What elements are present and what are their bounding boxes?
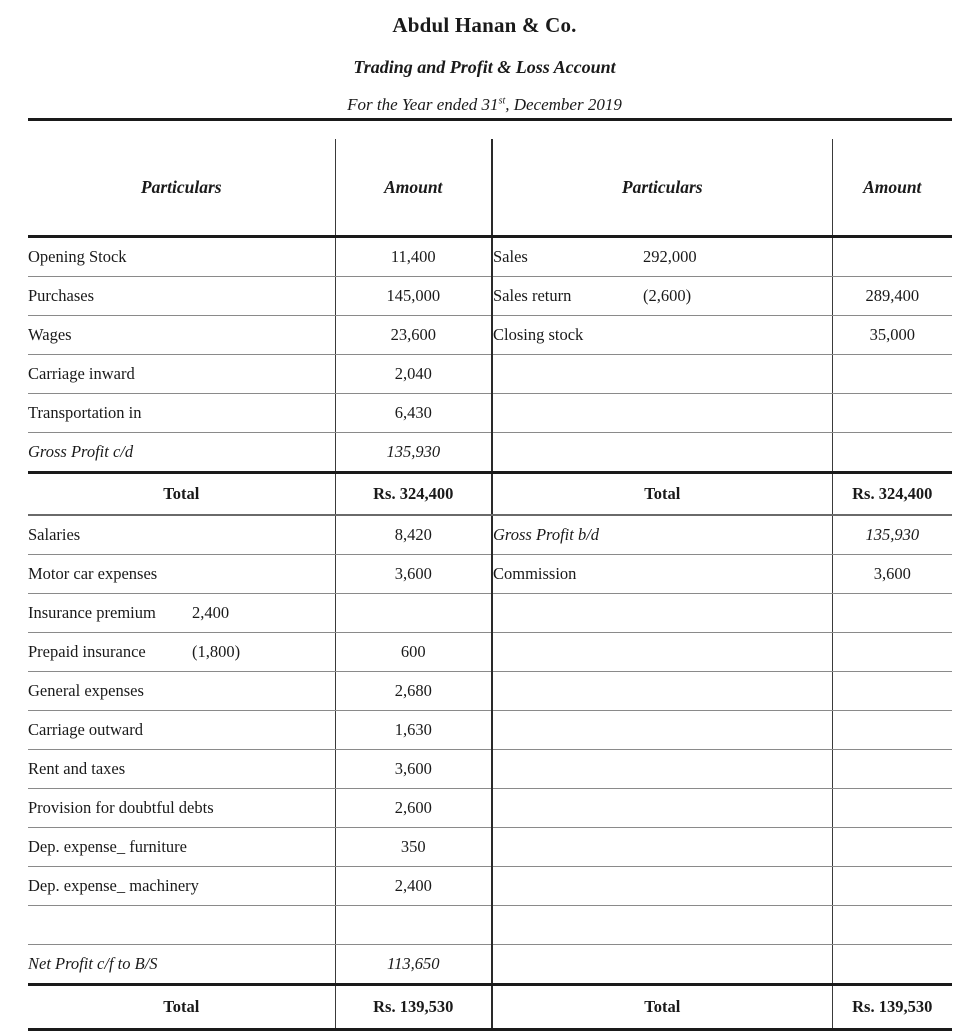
pl-row-5-amount-left (335, 711, 492, 750)
trading-row-1-amount-left (335, 277, 492, 316)
trading-row-3-amount-right (832, 355, 952, 394)
table-row (28, 828, 952, 867)
trading-row-2-particulars-left-label: Wages (28, 325, 72, 345)
table-row (28, 945, 952, 985)
pl-row-8-amount-right (832, 828, 952, 867)
trading-row-4-particulars-left (28, 394, 335, 433)
pl-row-6-amount-left-value: 3,600 (394, 759, 432, 779)
table-row (28, 316, 952, 355)
pl-row-11-particulars-left-label: Net Profit c/f to B/S (28, 954, 158, 974)
table-row (28, 515, 952, 555)
trading-row-1-particulars-left (28, 277, 335, 316)
trading-row-1-particulars-right (492, 277, 832, 316)
pl-row-1-particulars-right (492, 555, 832, 594)
table-row (28, 633, 952, 672)
trading-row-1-amount-right-value: 289,400 (865, 286, 920, 306)
pl-row-4-amount-right (832, 672, 952, 711)
pl-row-7-particulars-left-label: Provision for doubtful debts (28, 798, 214, 818)
trading-row-2-particulars-right (492, 316, 832, 355)
table-row (28, 867, 952, 906)
pl-row-0-amount-right (832, 515, 952, 555)
pl-row-1-amount-right (832, 555, 952, 594)
profit-loss-total-row-label-right: Total (492, 985, 832, 1030)
trading-row-0-amount-right (832, 237, 952, 277)
pl-row-3-particulars-left (28, 633, 335, 672)
trading-row-2-amount-right-value: 35,000 (869, 325, 915, 345)
pl-row-1-particulars-left (28, 555, 335, 594)
period-prefix: For the Year ended 31 (347, 95, 499, 115)
pl-row-8-particulars-right (492, 828, 832, 867)
table-row (28, 277, 952, 316)
pl-row-4-particulars-right (492, 672, 832, 711)
trading-total-row (28, 473, 952, 516)
pl-row-9-amount-right (832, 867, 952, 906)
pl-row-0-particulars-left-label: Salaries (28, 525, 81, 545)
trading-row-5-amount-right (832, 433, 952, 473)
trading-row-4-amount-right (832, 394, 952, 433)
column-header-amount-right: Amount (832, 139, 952, 237)
pl-row-4-particulars-left-label: General expenses (28, 681, 144, 701)
pl-row-9-amount-left-value: 2,400 (394, 876, 432, 896)
pl-row-11-particulars-right (492, 945, 832, 985)
pl-row-2-particulars-left (28, 594, 335, 633)
pl-row-0-particulars-left (28, 515, 335, 555)
pl-row-10-amount-right (832, 906, 952, 945)
table-row (28, 237, 952, 277)
table-row (28, 394, 952, 433)
trading-row-4-amount-left (335, 394, 492, 433)
table-row (28, 711, 952, 750)
pl-row-0-particulars-right (492, 515, 832, 555)
pl-row-7-amount-left-value: 2,600 (394, 798, 432, 818)
pl-row-3-amount-left (335, 633, 492, 672)
trading-total-row-amount-right: Rs. 324,400 (832, 473, 952, 516)
trading-row-1-amount-right (832, 277, 952, 316)
pl-row-2-particulars-right (492, 594, 832, 633)
pl-row-10-particulars-left (28, 906, 335, 945)
pl-row-0-amount-left-value: 8,420 (394, 525, 432, 545)
pl-row-11-amount-left (335, 945, 492, 985)
statement-period (0, 91, 969, 118)
trading-row-1-particulars-right-inline-amount: (2,600) (643, 286, 692, 306)
pl-row-8-particulars-left-label: Dep. expense_ furniture (28, 837, 187, 857)
pl-row-0-amount-right-value: 135,930 (865, 525, 920, 545)
table-row (28, 355, 952, 394)
trading-row-5-amount-left-value: 135,930 (386, 442, 441, 462)
pl-row-11-particulars-left (28, 945, 335, 985)
trading-row-0-particulars-left-label: Opening Stock (28, 247, 127, 267)
pl-row-1-particulars-left-label: Motor car expenses (28, 564, 158, 584)
trading-total-row-label-left: Total (28, 473, 335, 516)
table-row (28, 555, 952, 594)
table-top-double-rule (28, 118, 952, 121)
table-row (28, 750, 952, 789)
pl-row-4-amount-left-value: 2,680 (394, 681, 432, 701)
trading-row-0-amount-left (335, 237, 492, 277)
trading-row-2-amount-left-value: 23,600 (390, 325, 436, 345)
pl-row-8-particulars-left (28, 828, 335, 867)
pl-row-10-amount-left (335, 906, 492, 945)
company-name: Abdul Hanan & Co. (392, 13, 577, 37)
trading-row-0-particulars-right-label: Sales (493, 247, 528, 267)
trading-row-0-amount-left-value: 11,400 (390, 247, 436, 267)
pl-row-7-amount-left (335, 789, 492, 828)
account-table-wrapper (28, 139, 952, 1031)
table-body (28, 139, 952, 1030)
pl-row-2-particulars-left-inline-amount: 2,400 (192, 603, 230, 623)
trading-row-3-particulars-left-label: Carriage inward (28, 364, 135, 384)
trading-row-0-particulars-left (28, 237, 335, 277)
trading-row-5-particulars-left-label: Gross Profit c/d (28, 442, 134, 462)
table-row (28, 433, 952, 473)
pl-row-5-amount-right (832, 711, 952, 750)
pl-row-11-amount-right (832, 945, 952, 985)
pl-row-5-amount-left-value: 1,630 (394, 720, 432, 740)
trading-row-3-amount-left (335, 355, 492, 394)
pl-row-2-amount-left (335, 594, 492, 633)
pl-row-11-amount-left-value: 113,650 (387, 954, 440, 974)
pl-row-4-amount-left (335, 672, 492, 711)
pl-row-6-particulars-left (28, 750, 335, 789)
column-header-particulars-right: Particulars (492, 139, 832, 237)
profit-loss-total-row-label-left: Total (28, 985, 335, 1030)
pl-row-0-amount-left (335, 515, 492, 555)
trading-row-2-particulars-left (28, 316, 335, 355)
pl-row-2-particulars-left-label: Insurance premium (28, 603, 156, 623)
trading-row-5-amount-left (335, 433, 492, 473)
pl-row-6-amount-right (832, 750, 952, 789)
profit-loss-total-row-amount-right: Rs. 139,530 (832, 985, 952, 1030)
pl-row-3-amount-right (832, 633, 952, 672)
period-suffix: , December 2019 (505, 95, 622, 115)
pl-row-9-particulars-left-label: Dep. expense_ machinery (28, 876, 199, 896)
trading-row-2-particulars-right-label: Closing stock (493, 325, 584, 345)
trading-row-4-amount-left-value: 6,430 (394, 403, 432, 423)
pl-row-7-particulars-right (492, 789, 832, 828)
trading-row-3-particulars-right (492, 355, 832, 394)
table-row (28, 672, 952, 711)
trading-row-0-particulars-right (492, 237, 832, 277)
table-row (28, 906, 952, 945)
trading-total-row-label-right: Total (492, 473, 832, 516)
pl-row-7-particulars-left (28, 789, 335, 828)
trading-row-4-particulars-left-label: Transportation in (28, 403, 142, 423)
pl-row-6-amount-left (335, 750, 492, 789)
trading-row-4-particulars-right (492, 394, 832, 433)
profit-loss-total-row-amount-left: Rs. 139,530 (335, 985, 492, 1030)
pl-row-9-amount-left (335, 867, 492, 906)
trading-row-3-particulars-left (28, 355, 335, 394)
pl-row-8-amount-left-value: 350 (400, 837, 426, 857)
trading-and-profit-loss-table (28, 139, 952, 1031)
profit-loss-total-row (28, 985, 952, 1030)
pl-row-1-particulars-right-label: Commission (493, 564, 577, 584)
pl-row-1-amount-left-value: 3,600 (394, 564, 432, 584)
trading-row-1-particulars-right-label: Sales return (493, 286, 572, 306)
trading-row-5-particulars-right (492, 433, 832, 473)
pl-row-3-particulars-left-inline-amount: (1,800) (192, 642, 241, 662)
pl-row-5-particulars-right (492, 711, 832, 750)
pl-row-1-amount-right-value: 3,600 (873, 564, 911, 584)
pl-row-4-particulars-left (28, 672, 335, 711)
column-header-particulars-left: Particulars (28, 139, 335, 237)
pl-row-9-particulars-right (492, 867, 832, 906)
pl-row-3-particulars-right (492, 633, 832, 672)
period-ordinal-suffix: st (498, 95, 506, 107)
pl-row-5-particulars-left (28, 711, 335, 750)
trading-row-2-amount-right (832, 316, 952, 355)
trading-row-0-particulars-right-inline-amount: 292,000 (643, 247, 697, 267)
column-header-amount-left: Amount (335, 139, 492, 237)
pl-row-8-amount-left (335, 828, 492, 867)
trading-row-2-amount-left (335, 316, 492, 355)
pl-row-0-particulars-right-label: Gross Profit b/d (493, 525, 600, 545)
trading-total-row-amount-left: Rs. 324,400 (335, 473, 492, 516)
trading-row-5-particulars-left (28, 433, 335, 473)
pl-row-9-particulars-left (28, 867, 335, 906)
pl-row-5-particulars-left-label: Carriage outward (28, 720, 143, 740)
trading-row-1-particulars-left-label: Purchases (28, 286, 94, 306)
trading-row-1-amount-left-value: 145,000 (386, 286, 441, 306)
pl-row-10-particulars-right (492, 906, 832, 945)
document-heading (0, 0, 969, 118)
table-header-row (28, 139, 952, 237)
pl-row-2-amount-right (832, 594, 952, 633)
statement-title: Trading and Profit & Loss Account (353, 56, 616, 77)
table-row (28, 594, 952, 633)
pl-row-3-particulars-left-label: Prepaid insurance (28, 642, 146, 662)
trading-row-3-amount-left-value: 2,040 (394, 364, 432, 384)
pl-row-1-amount-left (335, 555, 492, 594)
pl-row-7-amount-right (832, 789, 952, 828)
pl-row-6-particulars-right (492, 750, 832, 789)
pl-row-6-particulars-left-label: Rent and taxes (28, 759, 126, 779)
table-row (28, 789, 952, 828)
pl-row-3-amount-left-value: 600 (400, 642, 426, 662)
